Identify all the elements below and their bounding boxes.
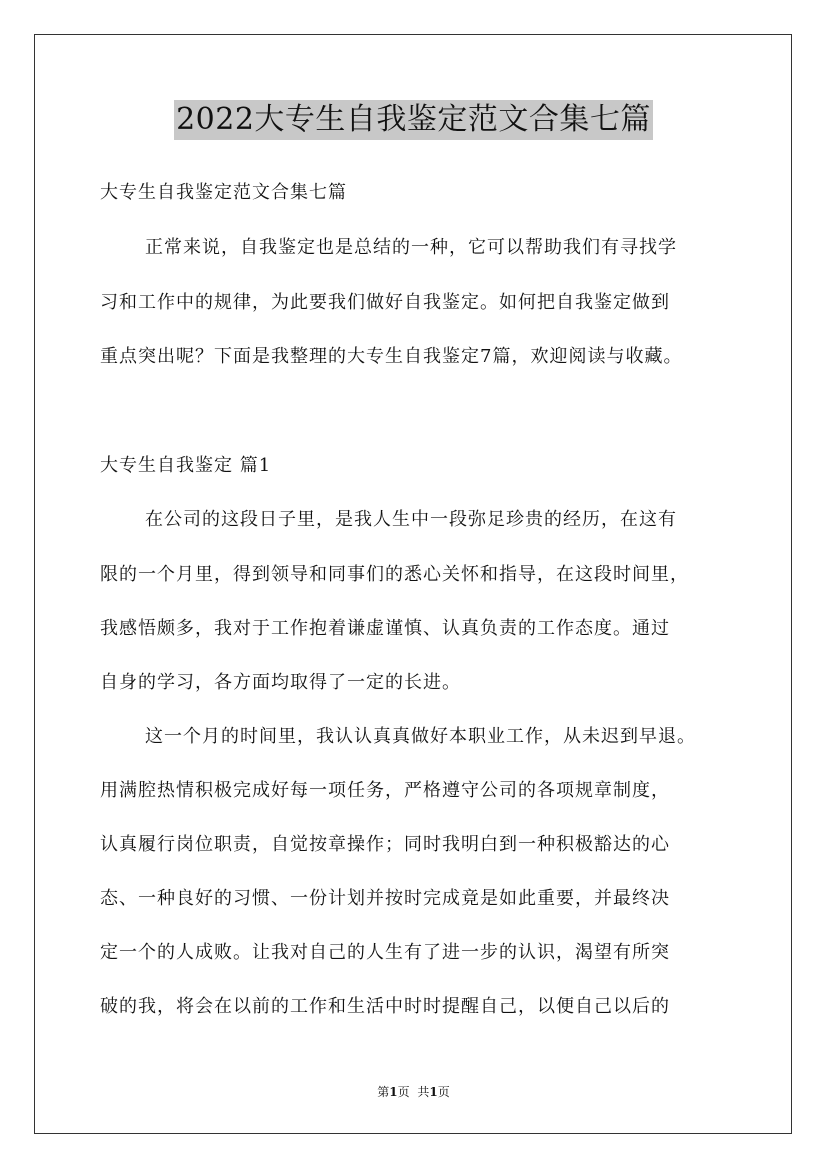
footer-total-suffix: 页 xyxy=(437,1085,450,1099)
footer-total-prefix: 共 xyxy=(417,1085,430,1099)
page-footer xyxy=(0,1084,827,1100)
document-title: 2022大专生自我鉴定范文合集七篇 xyxy=(174,100,653,140)
paragraph-line: 这一个月的时间里，我认认真真做好本职业工作，从未迟到早退。 xyxy=(145,726,696,747)
paragraph-line: 态、一种良好的习惯、一份计划并按时完成竟是如此重要，并最终决 xyxy=(100,888,670,909)
document-subtitle: 大专生自我鉴定范文合集七篇 xyxy=(100,182,347,203)
section-heading: 大专生自我鉴定 篇1 xyxy=(100,455,272,476)
intro-line: 习和工作中的规律，为此要我们做好自我鉴定。如何把自我鉴定做到 xyxy=(100,292,670,313)
title-container xyxy=(0,100,827,140)
footer-total-number: 1 xyxy=(429,1085,438,1099)
paragraph-line: 我感悟颇多，我对于工作抱着谦虚谨慎、认真负责的工作态度。通过 xyxy=(100,618,670,639)
paragraph-line: 定一个的人成败。让我对自己的人生有了进一步的认识，渴望有所突 xyxy=(100,942,670,963)
intro-line: 重点突出呢？下面是我整理的大专生自我鉴定7篇，欢迎阅读与收藏。 xyxy=(100,346,683,367)
paragraph-line: 在公司的这段日子里，是我人生中一段弥足珍贵的经历，在这有 xyxy=(145,509,677,530)
footer-page-number: 1 xyxy=(389,1085,398,1099)
paragraph-line: 认真履行岗位职责，自觉按章操作；同时我明白到一种积极豁达的心 xyxy=(100,834,670,855)
intro-line: 正常来说，自我鉴定也是总结的一种，它可以帮助我们有寻找学 xyxy=(145,237,677,258)
footer-page-prefix: 第 xyxy=(377,1085,390,1099)
footer-page-suffix: 页 xyxy=(397,1085,410,1099)
paragraph-line: 用满腔热情积极完成好每一项任务，严格遵守公司的各项规章制度， xyxy=(100,780,670,801)
paragraph-line: 限的一个月里，得到领导和同事们的悉心关怀和指导，在这段时间里， xyxy=(100,564,689,585)
paragraph-line: 自身的学习，各方面均取得了一定的长进。 xyxy=(100,672,461,693)
paragraph-line: 破的我，将会在以前的工作和生活中时时提醒自己，以便自己以后的 xyxy=(100,996,670,1017)
